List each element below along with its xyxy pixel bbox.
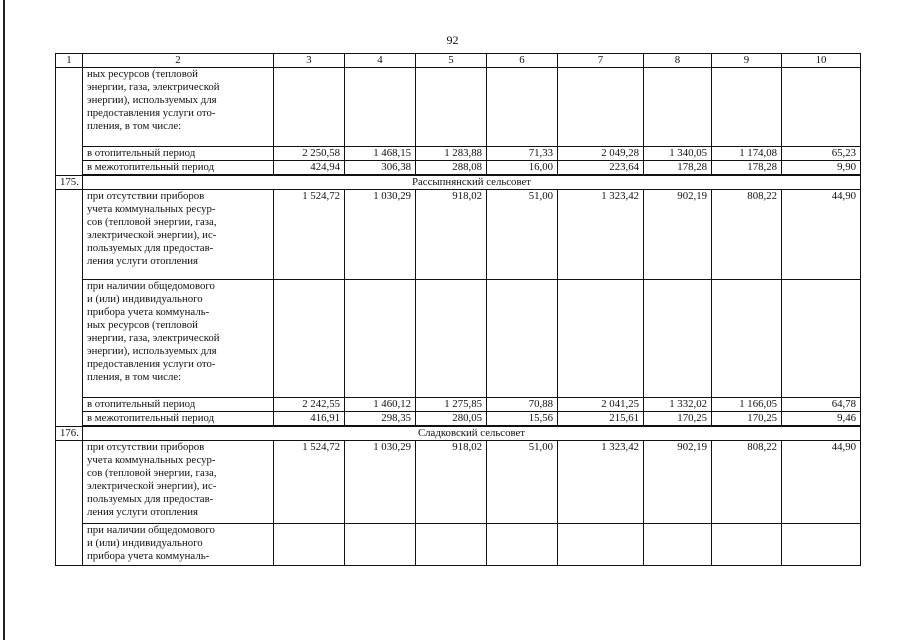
value-cell: 918,02 [416, 190, 487, 280]
value-cell [416, 68, 487, 147]
col-header-4: 4 [345, 54, 416, 68]
value-cell [416, 280, 487, 398]
row-label: в межотопительный период [83, 412, 274, 427]
section-id: 176. [56, 426, 83, 441]
value-cell: 51,00 [487, 190, 558, 280]
value-cell: 2 041,25 [558, 398, 644, 412]
value-cell: 15,56 [487, 412, 558, 427]
value-cell: 170,25 [712, 412, 782, 427]
table-row [56, 441, 861, 524]
value-cell: 65,23 [782, 147, 861, 161]
col-header-9: 9 [712, 54, 782, 68]
value-cell: 1 283,88 [416, 147, 487, 161]
value-cell: 1 340,05 [644, 147, 712, 161]
row-label: в межотопительный период [83, 161, 274, 176]
section-header-row [56, 426, 861, 441]
table-row [56, 190, 861, 280]
value-cell: 808,22 [712, 190, 782, 280]
value-cell: 280,05 [416, 412, 487, 427]
row-id-cell [56, 68, 83, 176]
column-header-row [56, 54, 861, 68]
value-cell: 1 332,02 [644, 398, 712, 412]
table-row [56, 68, 861, 147]
value-cell [345, 280, 416, 398]
value-cell: 51,00 [487, 441, 558, 524]
page-number: 92 [446, 33, 459, 47]
value-cell [274, 280, 345, 398]
col-header-7: 7 [558, 54, 644, 68]
row-description: при наличии общедомового и (или) индивидуального прибора учета коммуналь- ных ресурсов (тепловой энергии, газа, электрической энергии), используемых для предоставления услуги ото- пления, в том числе: [83, 280, 274, 398]
value-cell: 1 030,29 [345, 190, 416, 280]
value-cell: 1 323,42 [558, 190, 644, 280]
section-id: 175. [56, 175, 83, 190]
value-cell: 70,88 [487, 398, 558, 412]
value-cell: 1 468,15 [345, 147, 416, 161]
section-title: Рассыпнянский сельсовет [83, 175, 861, 190]
value-cell: 9,46 [782, 412, 861, 427]
value-cell: 16,00 [487, 161, 558, 176]
tariff-table [55, 53, 861, 566]
value-cell [558, 524, 644, 566]
col-header-6: 6 [487, 54, 558, 68]
value-cell [487, 524, 558, 566]
table-row [56, 280, 861, 398]
value-cell: 71,33 [487, 147, 558, 161]
section-title: Сладковский сельсовет [83, 426, 861, 441]
value-cell [274, 524, 345, 566]
table-row [56, 147, 861, 161]
table-row [56, 524, 861, 566]
value-cell: 288,08 [416, 161, 487, 176]
value-cell [712, 68, 782, 147]
value-cell: 918,02 [416, 441, 487, 524]
section-header-row [56, 175, 861, 190]
value-cell: 306,38 [345, 161, 416, 176]
value-cell [274, 68, 345, 147]
value-cell: 9,90 [782, 161, 861, 176]
value-cell [782, 280, 861, 398]
value-cell: 2 049,28 [558, 147, 644, 161]
value-cell: 902,19 [644, 441, 712, 524]
value-cell [345, 68, 416, 147]
value-cell [558, 68, 644, 147]
value-cell: 1 323,42 [558, 441, 644, 524]
row-id-cell [56, 441, 83, 566]
row-description: при отсутствии приборов учета коммунальных ресур- сов (тепловой энергии, газа, электрической энергии), ис- пользуемых для предостав- ления услуги отопления [83, 190, 274, 280]
value-cell: 1 460,12 [345, 398, 416, 412]
value-cell [558, 280, 644, 398]
value-cell: 178,28 [712, 161, 782, 176]
value-cell: 1 166,05 [712, 398, 782, 412]
value-cell: 1 275,85 [416, 398, 487, 412]
value-cell: 223,64 [558, 161, 644, 176]
value-cell: 178,28 [644, 161, 712, 176]
row-description: ных ресурсов (тепловой энергии, газа, электрической энергии), используемых для предоставления услуги ото- пления, в том числе: [83, 68, 274, 147]
value-cell: 1 174,08 [712, 147, 782, 161]
value-cell [782, 524, 861, 566]
value-cell [487, 68, 558, 147]
value-cell [712, 280, 782, 398]
value-cell: 44,90 [782, 441, 861, 524]
value-cell [644, 68, 712, 147]
table-row [56, 161, 861, 176]
value-cell [644, 524, 712, 566]
row-description: при отсутствии приборов учета коммунальных ресур- сов (тепловой энергии, газа, электрической энергии), ис- пользуемых для предостав- ления услуги отопления [83, 441, 274, 524]
value-cell: 2 250,58 [274, 147, 345, 161]
value-cell: 44,90 [782, 190, 861, 280]
col-header-2: 2 [83, 54, 274, 68]
scan-left-edge [3, 0, 5, 640]
row-description: при наличии общедомового и (или) индивидуального прибора учета коммуналь- [83, 524, 274, 566]
value-cell: 1 524,72 [274, 190, 345, 280]
value-cell [712, 524, 782, 566]
value-cell [487, 280, 558, 398]
row-id-cell [56, 190, 83, 427]
value-cell: 424,94 [274, 161, 345, 176]
value-cell [345, 524, 416, 566]
col-header-8: 8 [644, 54, 712, 68]
col-header-1: 1 [56, 54, 83, 68]
value-cell: 416,91 [274, 412, 345, 427]
table-row [56, 412, 861, 427]
value-cell [782, 68, 861, 147]
value-cell: 808,22 [712, 441, 782, 524]
value-cell: 1 030,29 [345, 441, 416, 524]
row-label: в отопительный период [83, 147, 274, 161]
value-cell [644, 280, 712, 398]
col-header-5: 5 [416, 54, 487, 68]
table-row [56, 398, 861, 412]
value-cell: 2 242,55 [274, 398, 345, 412]
value-cell: 1 524,72 [274, 441, 345, 524]
value-cell: 298,35 [345, 412, 416, 427]
col-header-3: 3 [274, 54, 345, 68]
value-cell: 170,25 [644, 412, 712, 427]
col-header-10: 10 [782, 54, 861, 68]
value-cell: 215,61 [558, 412, 644, 427]
value-cell: 902,19 [644, 190, 712, 280]
row-label: в отопительный период [83, 398, 274, 412]
value-cell [416, 524, 487, 566]
value-cell: 64,78 [782, 398, 861, 412]
